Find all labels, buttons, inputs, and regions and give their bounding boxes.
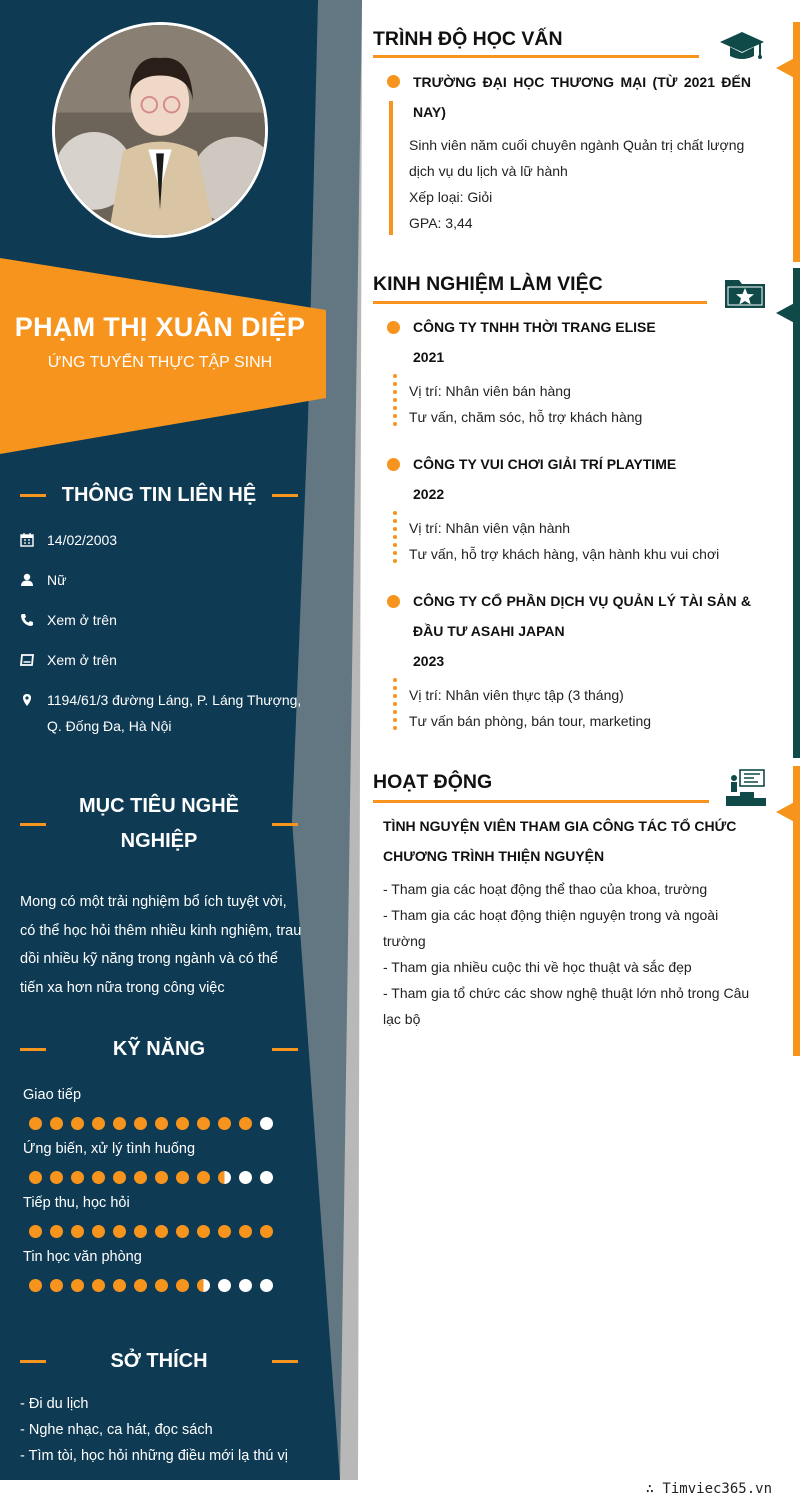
skill-dot: [218, 1171, 231, 1184]
divider: [20, 823, 46, 826]
bullet: [387, 458, 400, 471]
skill-label: Giao tiếp: [23, 1087, 82, 1103]
company-name: CÔNG TY CỔ PHẦN DỊCH VỤ QUẢN LÝ TÀI SẢN & ĐẦU TƯ ASAHI JAPAN: [413, 593, 751, 639]
podium-icon: [726, 768, 766, 806]
skill-dot: [92, 1117, 105, 1130]
skill-label: Ứng biến, xử lý tình huống: [23, 1141, 196, 1157]
skill-dot: [197, 1279, 210, 1292]
timeline-dots: [393, 374, 397, 426]
skill-dot: [92, 1225, 105, 1238]
skill-dot: [155, 1279, 168, 1292]
avatar: [52, 22, 268, 238]
career-title: MỤC TIÊU NGHỀ NGHIỆP: [79, 795, 239, 852]
hobby-item: - Tìm tòi, học hỏi những điều mới lạ thú vị: [20, 1448, 288, 1464]
activity-item: - Tham gia các hoạt động thiện nguyện trong và ngoài trường: [383, 907, 719, 949]
location-icon: [20, 687, 47, 739]
skill-dot: [176, 1117, 189, 1130]
skill-dot: [134, 1279, 147, 1292]
education-title: TRÌNH ĐỘ HỌC VẤN: [373, 28, 563, 50]
company-name: CÔNG TY TNHH THỜI TRANG ELISE: [413, 319, 656, 335]
school-name: TRƯỜNG ĐẠI HỌC THƯƠNG MẠI (TỪ 2021 ĐẾN NAY): [413, 74, 751, 120]
job-position: Vị trí: Nhân viên thực tập (3 tháng): [409, 687, 624, 703]
activity-item: - Tham gia nhiều cuộc thi về học thuật và sắc đẹp: [383, 959, 692, 975]
skill-dot: [50, 1279, 63, 1292]
skill-dot: [239, 1225, 252, 1238]
skill-dot: [134, 1225, 147, 1238]
skill-dot: [197, 1117, 210, 1130]
bullet: [387, 595, 400, 608]
activities-title: HOẠT ĐỘNG: [373, 771, 493, 793]
skill-dot: [260, 1117, 273, 1130]
divider: [272, 1048, 298, 1051]
skill-dot: [260, 1279, 273, 1292]
education-major: Sinh viên năm cuối chuyên ngành Quản trị chất lượng dịch vụ du lịch và lữ hành: [409, 137, 745, 179]
hobby-item: - Nghe nhạc, ca hát, đọc sách: [20, 1422, 213, 1438]
job-year: 2023: [413, 653, 445, 669]
timeline-bar: [389, 101, 393, 235]
activity-item: - Tham gia các hoạt động thể thao của khoa, trường: [383, 881, 708, 897]
skill-dot: [113, 1225, 126, 1238]
job-duty: Tư vấn bán phòng, bán tour, marketing: [409, 713, 652, 729]
skill-dot: [176, 1225, 189, 1238]
edge-accent: [793, 268, 800, 758]
skill-dot: [260, 1225, 273, 1238]
timeline-dots: [393, 678, 397, 730]
edge-arrow: [776, 300, 800, 326]
skill-dot: [155, 1171, 168, 1184]
edge-arrow: [776, 55, 800, 81]
divider: [20, 494, 46, 497]
timeline-dots: [393, 511, 397, 563]
education-rank: Xếp loại: Giỏi: [409, 189, 493, 205]
skill-dot: [113, 1171, 126, 1184]
skill-dot: [113, 1279, 126, 1292]
phone-icon: [20, 607, 47, 633]
divider: [373, 55, 699, 58]
skill-dot: [176, 1279, 189, 1292]
skill-label: Tin học văn phòng: [23, 1249, 142, 1265]
skill-dot: [50, 1225, 63, 1238]
skill-dot: [71, 1225, 84, 1238]
job-position: Vị trí: Nhân viên bán hàng: [409, 383, 571, 399]
skill-rating: [29, 1279, 273, 1292]
divider: [373, 301, 707, 304]
skill-dot: [29, 1225, 42, 1238]
skill-dot: [113, 1117, 126, 1130]
activity-heading: TÌNH NGUYỆN VIÊN THAM GIA CÔNG TÁC TỔ CHỨC CHƯƠNG TRÌNH THIỆN NGUYỆN: [383, 818, 737, 864]
skill-dot: [71, 1279, 84, 1292]
skill-dot: [92, 1171, 105, 1184]
contact-phone: Xem ở trên: [20, 607, 310, 633]
skill-dot: [50, 1171, 63, 1184]
skill-dot: [92, 1279, 105, 1292]
activity-item: - Tham gia tổ chức các show nghệ thuật lớn nhỏ trong Câu lạc bộ: [383, 985, 750, 1027]
contact-title: THÔNG TIN LIÊN HỆ: [61, 484, 257, 506]
user-icon: [20, 567, 47, 593]
job-year: 2021: [413, 349, 445, 365]
skill-dot: [218, 1225, 231, 1238]
skill-dot: [71, 1117, 84, 1130]
contact-section-header: [20, 478, 298, 513]
skill-label: Tiếp thu, học hỏi: [23, 1195, 130, 1211]
graduation-cap-icon: [720, 30, 764, 64]
bullet: [387, 321, 400, 334]
skill-dot: [239, 1279, 252, 1292]
company-name: CÔNG TY VUI CHƠI GIẢI TRÍ PLAYTIME: [413, 456, 677, 472]
skill-dot: [134, 1171, 147, 1184]
job-subtitle: ỨNG TUYỂN THỰC TẬP SINH: [47, 354, 273, 371]
contact-birthday: 14/02/2003: [20, 527, 310, 553]
divider: [20, 1360, 46, 1363]
bullet: [387, 75, 400, 88]
skill-dot: [197, 1171, 210, 1184]
skill-dot: [239, 1171, 252, 1184]
divider: [272, 823, 298, 826]
contact-address: 1194/61/3 đường Láng, P. Láng Thượng, Q. Đống Đa, Hà Nội: [20, 687, 310, 739]
email-icon: [20, 647, 47, 673]
skill-dot: [29, 1279, 42, 1292]
skill-dot: [176, 1171, 189, 1184]
skill-dot: [239, 1117, 252, 1130]
skill-dot: [218, 1117, 231, 1130]
divider: [20, 1048, 46, 1051]
contact-email: Xem ở trên: [20, 647, 310, 673]
skills-section-header: [20, 1032, 298, 1067]
divider: [272, 1360, 298, 1363]
skill-dot: [134, 1117, 147, 1130]
calendar-icon: [20, 527, 47, 553]
skill-dot: [155, 1225, 168, 1238]
skill-dot: [260, 1171, 273, 1184]
job-year: 2022: [413, 486, 445, 502]
contact-gender: Nữ: [20, 567, 310, 593]
job-duty: Tư vấn, hỗ trợ khách hàng, vận hành khu vui chơi: [409, 546, 720, 562]
brand-watermark: ∴ Timviec365.vn: [645, 1481, 772, 1497]
skill-rating: [29, 1171, 273, 1184]
folder-star-icon: [725, 276, 765, 308]
experience-title: KINH NGHIỆM LÀM VIỆC: [373, 273, 603, 295]
education-gpa: GPA: 3,44: [409, 215, 473, 231]
skill-rating: [29, 1225, 273, 1238]
career-section-header: [20, 789, 298, 859]
hobby-item: - Đi du lịch: [20, 1396, 89, 1412]
skill-dot: [29, 1171, 42, 1184]
skill-rating: [29, 1117, 273, 1130]
divider: [272, 494, 298, 497]
skill-dot: [71, 1171, 84, 1184]
skill-dot: [197, 1225, 210, 1238]
job-position: Vị trí: Nhân viên vận hành: [409, 520, 571, 536]
job-duty: Tư vấn, chăm sóc, hỗ trợ khách hàng: [409, 409, 643, 425]
skill-dot: [50, 1117, 63, 1130]
skill-dot: [218, 1279, 231, 1292]
career-objective-text: Mong có một trải nghiệm bổ ích tuyệt vời, có thể học hỏi thêm nhiều kinh nghiệm, trau dồi nhiều kỹ năng trong ngành và có thể tiến xa hơn nữa trong công việc: [20, 894, 302, 996]
skill-dot: [155, 1117, 168, 1130]
skill-dot: [29, 1117, 42, 1130]
edge-arrow: [776, 799, 800, 825]
skills-title: KỸ NĂNG: [112, 1038, 206, 1060]
hobbies-section-header: [20, 1344, 298, 1379]
candidate-name: PHẠM THỊ XUÂN DIỆP: [14, 312, 306, 342]
divider: [373, 800, 709, 803]
hobbies-title: SỞ THÍCH: [110, 1350, 208, 1372]
